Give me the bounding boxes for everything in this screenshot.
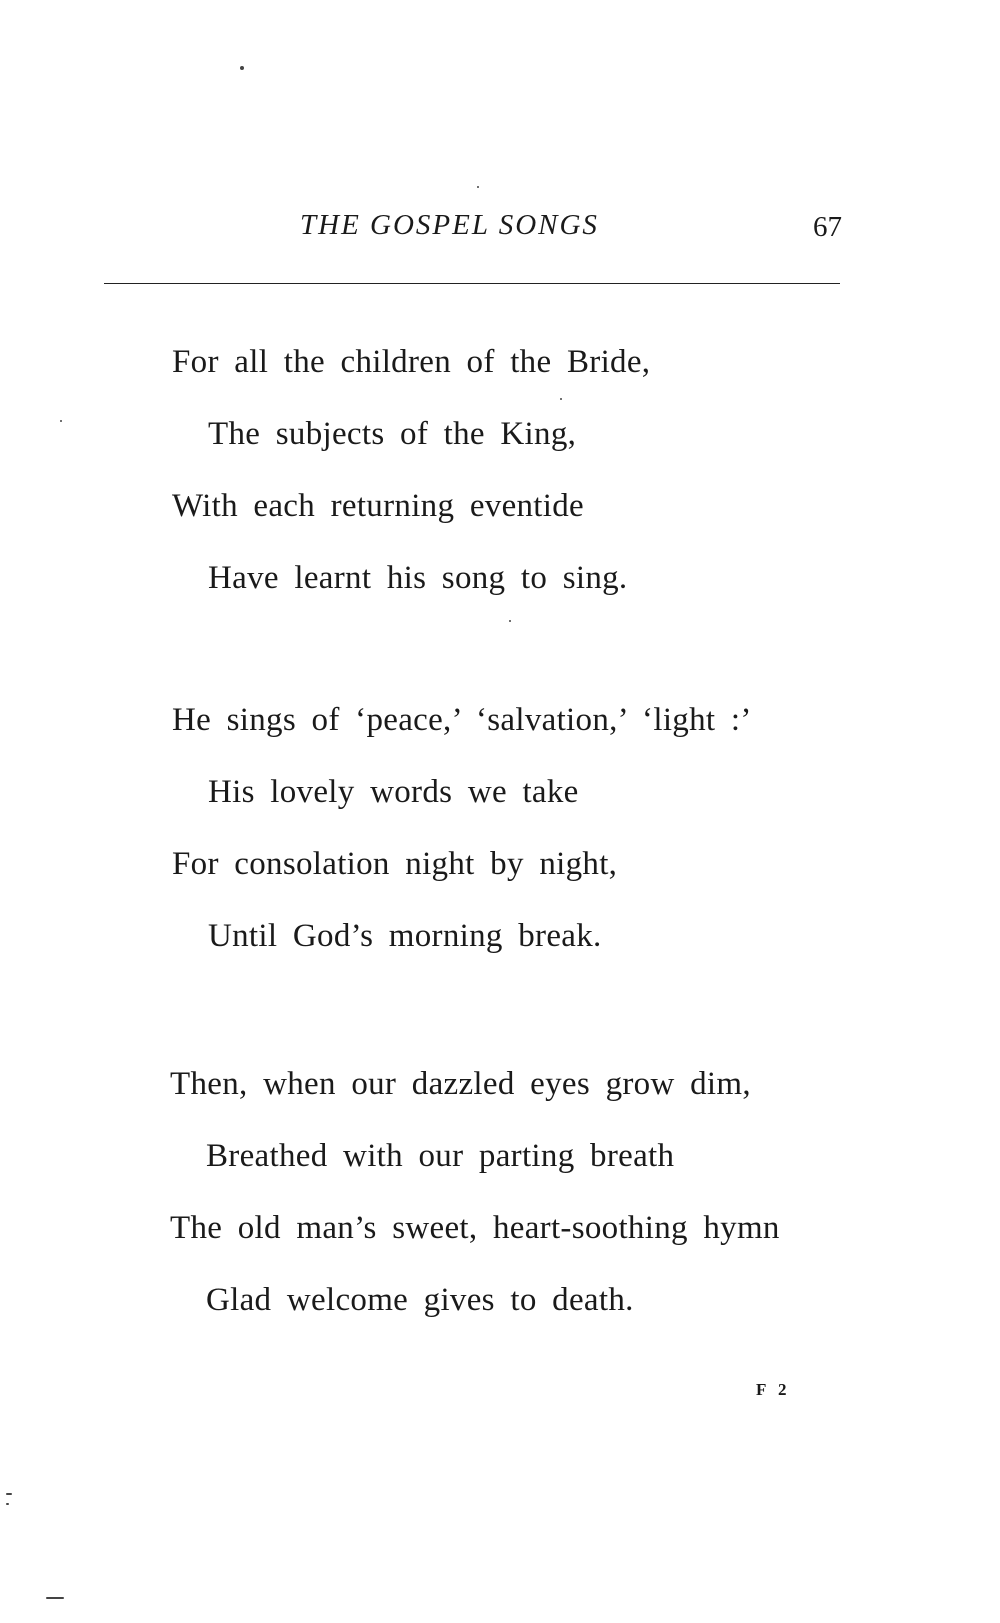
scan-speck [6, 1503, 9, 1505]
page-number: 67 [813, 211, 842, 243]
scan-speck [477, 186, 479, 188]
poem-line: For consolation night by night, [172, 846, 618, 882]
poem-line: Then, when our dazzled eyes grow dim, [170, 1066, 751, 1102]
scan-speck [6, 1493, 12, 1495]
scan-speck [240, 66, 244, 70]
scan-speck [60, 420, 62, 422]
poem-line: For all the children of the Bride, [172, 344, 651, 380]
poem-line: His lovely words we take [208, 774, 579, 810]
scan-speck [46, 1597, 64, 1599]
poem-line: The subjects of the King, [208, 416, 577, 452]
poem-line: Breathed with our parting breath [206, 1138, 675, 1174]
scan-speck [560, 398, 562, 400]
signature-mark: F 2 [756, 1380, 791, 1399]
poem-line: Until God’s morning break. [208, 918, 602, 954]
poem-line: With each returning eventide [172, 488, 584, 524]
poem-line: Have learnt his song to sing. [208, 560, 628, 596]
poem-line: The old man’s sweet, heart-soothing hymn [170, 1210, 780, 1246]
running-title: THE GOSPEL SONGS [300, 209, 599, 241]
poem-line: Glad welcome gives to death. [206, 1282, 634, 1318]
scan-speck [509, 620, 511, 622]
poem-line: He sings of ‘peace,’ ‘salvation,’ ‘light :’ [172, 702, 752, 738]
